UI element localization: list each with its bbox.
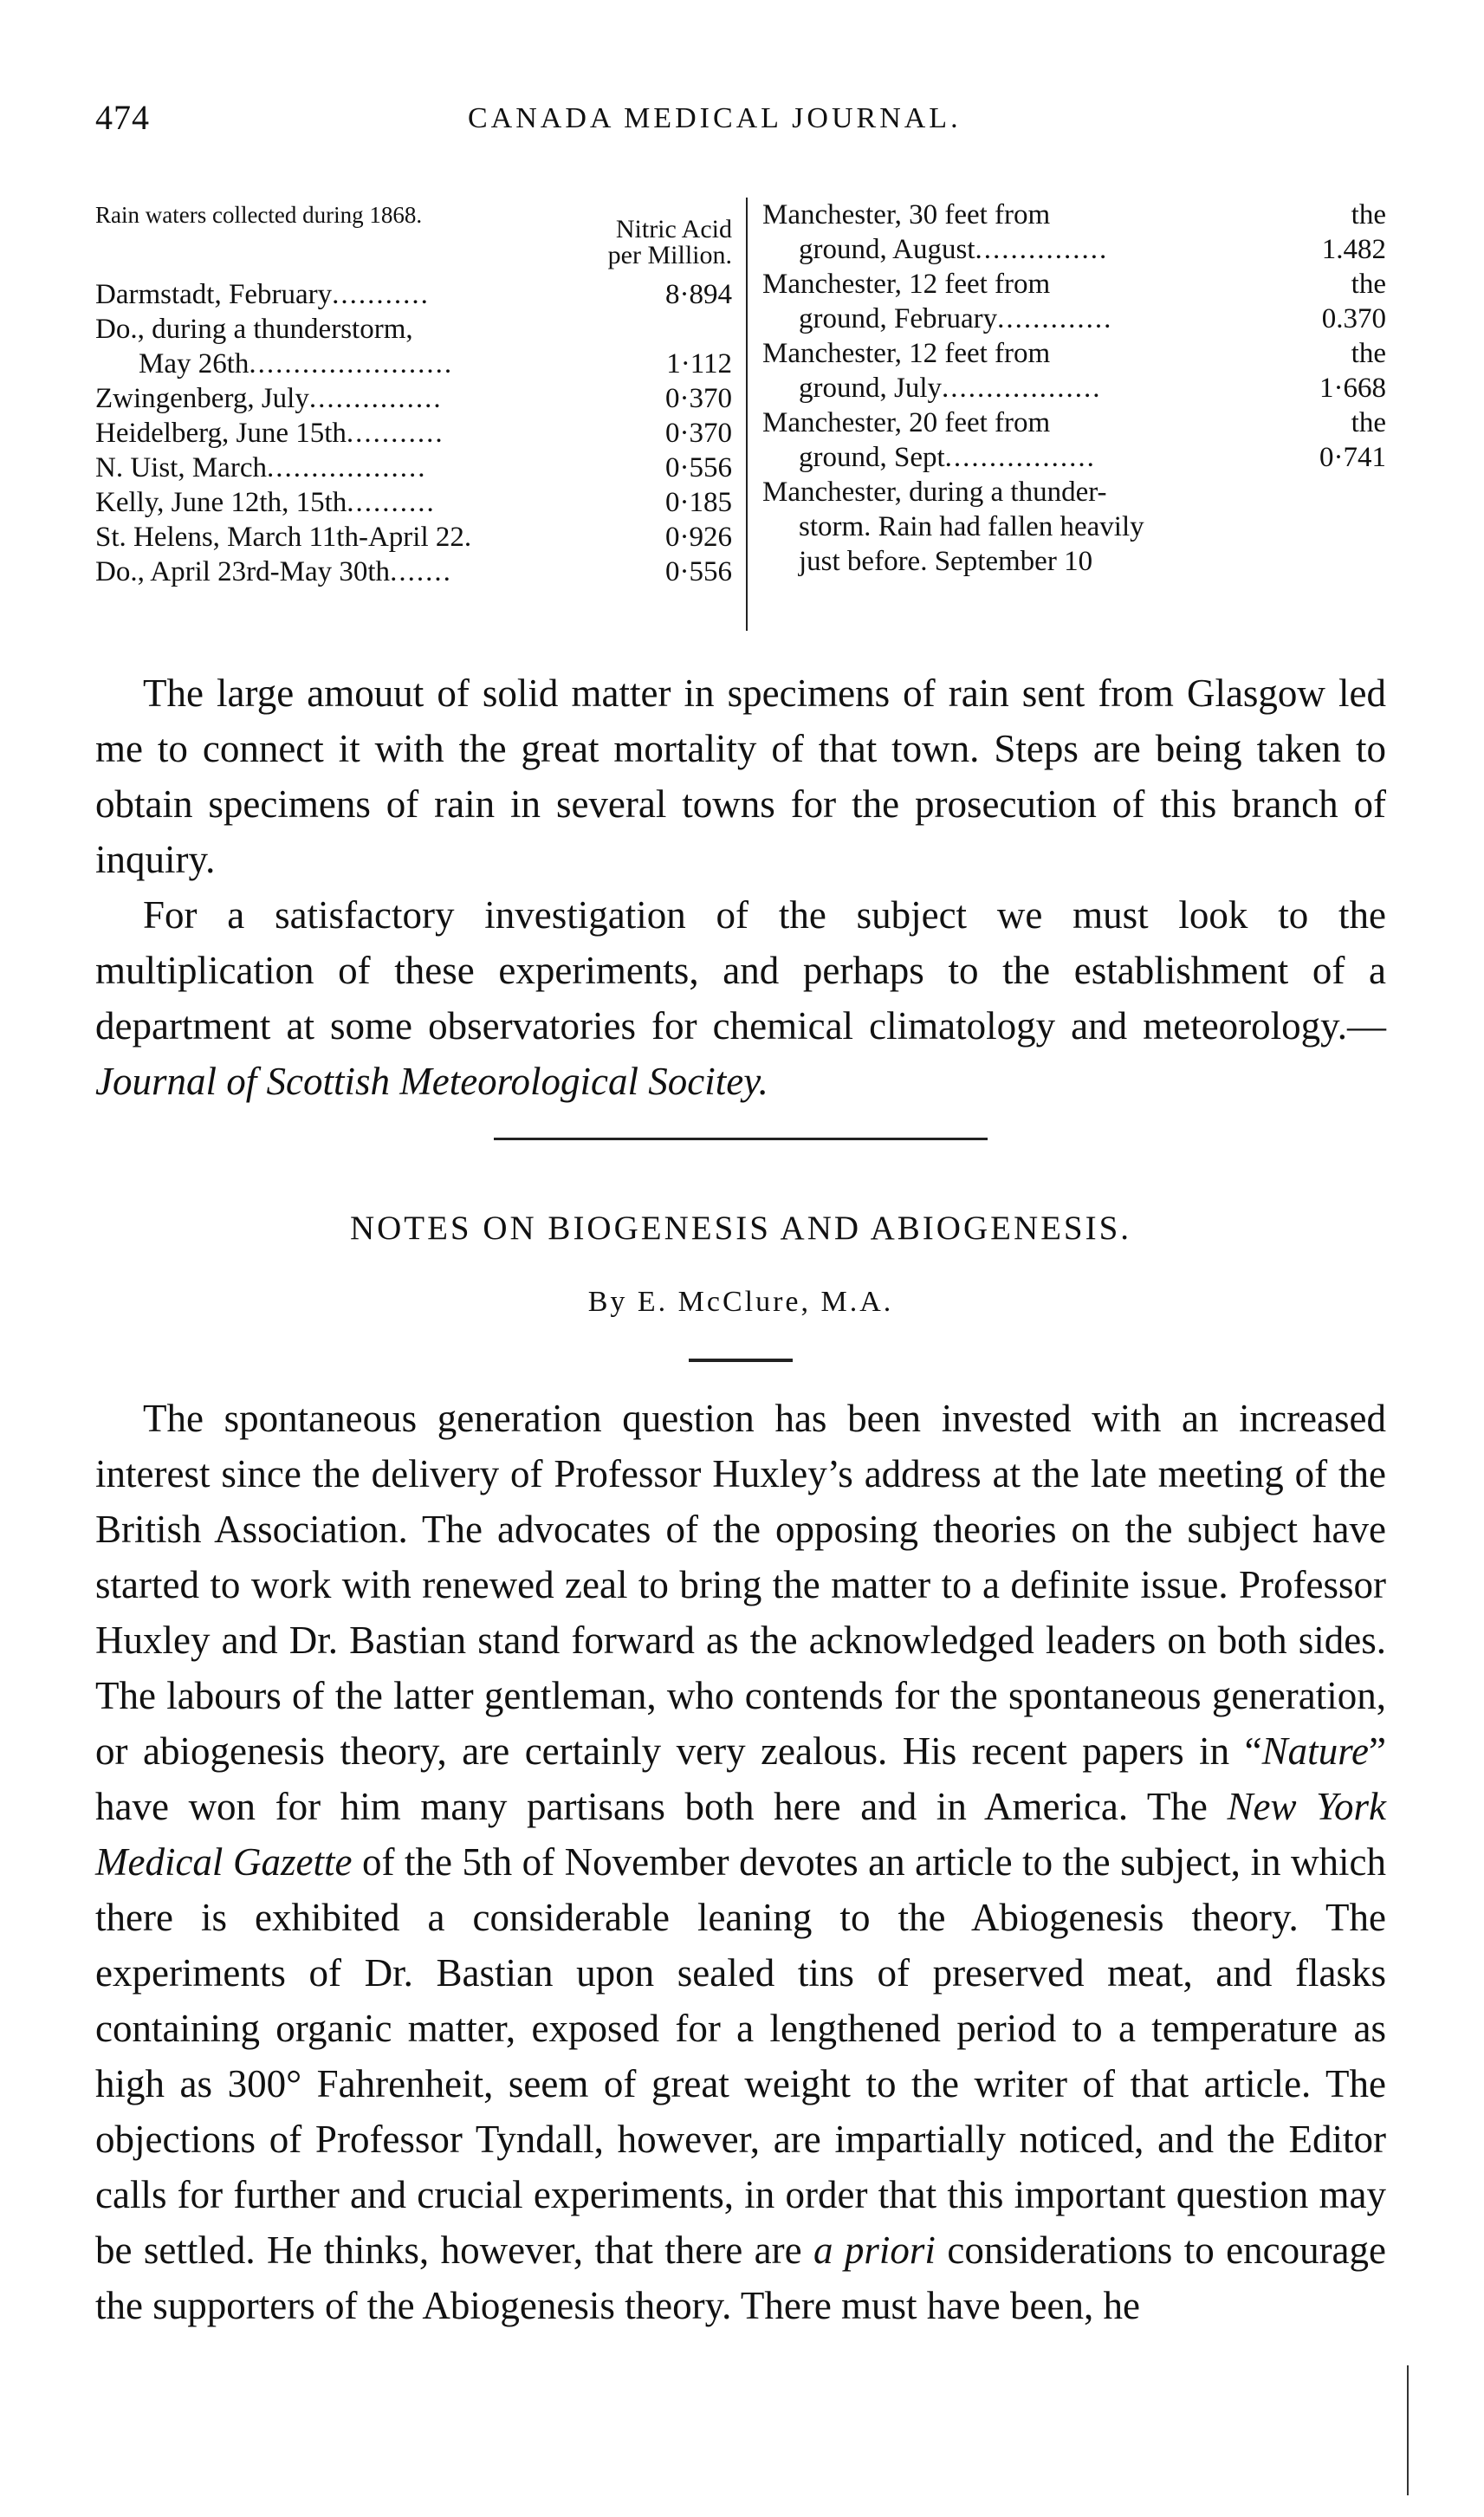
table-row: Darmstadt, February ........... 8·894: [95, 279, 732, 310]
paragraph: The large amouut of solid matter in specimens of rain sent from Glasgow led me to connect it with the great mortality of that town. Steps are being taken to obtain specimens of rain in several towns for the prosecution of this branch of inquiry.: [95, 671, 1386, 881]
table-right: [762, 198, 1386, 579]
title-rule: [689, 1359, 793, 1362]
table-row: Zwingenberg, July ............... 0·370: [95, 383, 732, 414]
table-row: St. Helens, March 11th-April 22. 0·926: [95, 522, 732, 553]
table-entry-thunderstorm: Manchester, during a thunder- storm. Rain had fallen heavily just before. September 10: [762, 477, 1144, 577]
section-divider: [494, 1138, 988, 1140]
table-entry: Manchester, 12 feet from the ground, February ............. 0.370: [762, 269, 1386, 334]
page-edge-mark: [1407, 2365, 1409, 2495]
column-heading-nitric-acid: Nitric Acid: [615, 215, 732, 243]
table-row: Kelly, June 12th, 15th .......... 0·185: [95, 487, 732, 518]
page-header: [95, 97, 1386, 149]
table-row: Do., April 23rd-May 30th ....... 0·556: [95, 556, 732, 587]
paragraph: The spontaneous generation question has been invested with an increased interest since the delivery of Professor Huxley’s address at the late meeting of the British Association. The advocates of the opposing theories on the subject have started to work with renewed zeal to bring the matter to a definite issue. Professor Huxley and Dr. Bastian stand forward as the acknowledged leaders on both sides. The labours of the latter gentleman, who contends for the spontaneous generation, or abiogenesis theory, are certainly very zealous. His recent papers in “Nature” have won for him many partisans both here and in America. The New York Medical Gazette of the 5th of November devotes an article to the subject, in which there is exhibited a considerable leaning to the Abiogenesis theory. The experiments of Dr. Bastian upon sealed tins of preserved meat, and flasks containing organic matter, exposed for a lengthened period to a temperature as high as 300° Fahrenheit, seem of great weight to the writer of that article. The objections of Professor Tyndall, however, are impartially noticed, and the Editor calls for further and crucial experiments, in order that this important question may be settled. He thinks, however, that there are a priori considerations to encourage the supporters of the Abiogenesis theory. There must have been, he: [95, 1397, 1387, 2327]
table-row: N. Uist, March .................. 0·556: [95, 452, 732, 483]
table-row: Do., during a thunderstorm,: [95, 314, 413, 345]
section-title: NOTES ON BIOGENESIS AND ABIOGENESIS.: [349, 1210, 1132, 1247]
byline: By E. McClure, M.A.: [587, 1286, 894, 1318]
rain-data-tables: [95, 198, 1386, 631]
page-number: 474: [95, 98, 150, 137]
paragraph: For a satisfactory investigation of the subject we must look to the multiplication of these experiments, and perhaps to the establishment of a department at some observatories for chemical climatology and meteorology.—Journal of Scottish Meteorological Socitey.: [95, 893, 1386, 1103]
column-divider: [746, 198, 748, 631]
table-caption: Rain waters collected during 1868.: [95, 202, 423, 228]
column-heading-per-million: per Million.: [607, 241, 732, 269]
running-title: CANADA MEDICAL JOURNAL.: [468, 102, 962, 134]
citation: Journal of Scottish Meteorological Socitey.: [95, 1060, 768, 1103]
article-body: [95, 1391, 1386, 2333]
table-left-header: [95, 198, 732, 277]
table-row: May 26th ....................... 1·112: [139, 348, 732, 379]
table-entry: Manchester, 20 feet from the ground, Sept ................. 0·741: [762, 407, 1386, 473]
table-row: Heidelberg, June 15th ........... 0·370: [95, 418, 732, 449]
table-entry: Manchester, 30 feet from the ground, August ............... 1.482: [762, 199, 1386, 265]
table-entry: Manchester, 12 feet from the ground, July .................. 1·668: [762, 338, 1386, 404]
table-left: [95, 198, 732, 589]
article-continuation: [95, 665, 1386, 1109]
